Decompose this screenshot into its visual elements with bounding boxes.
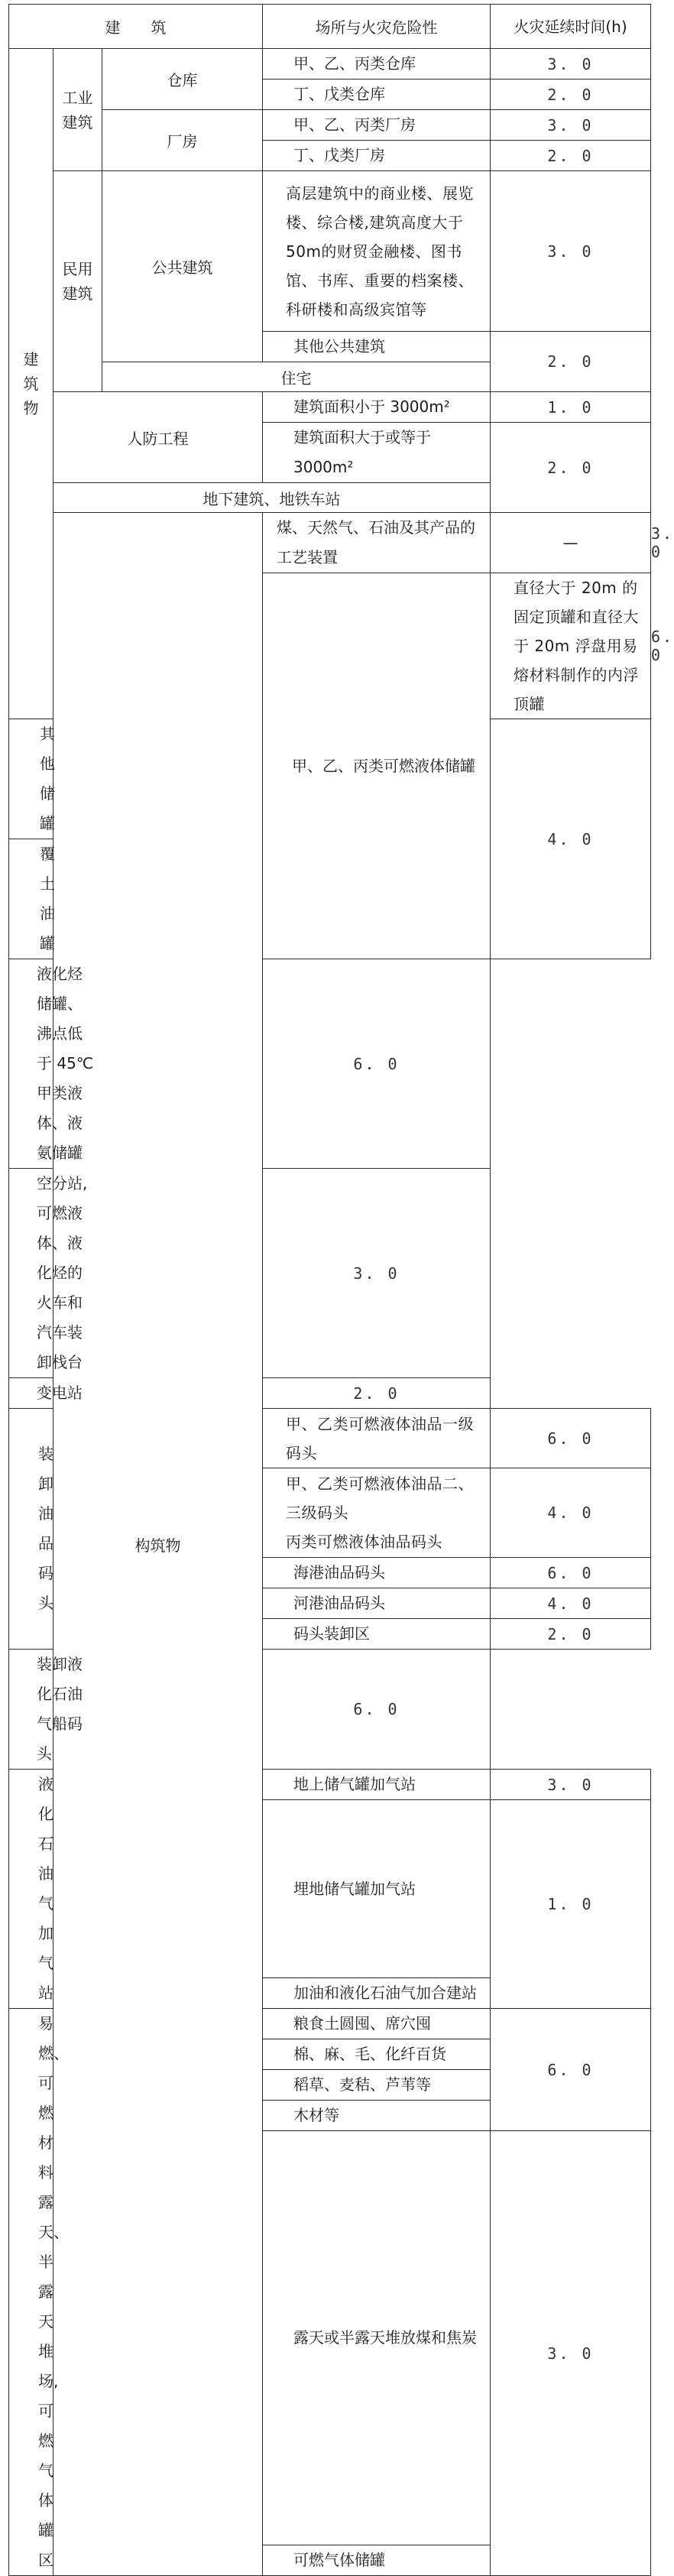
- duration-value: 6. 0: [263, 1650, 491, 1770]
- duration-value: 3. 0: [263, 1169, 491, 1378]
- hazard-cell: 河港油品码头: [263, 1588, 491, 1619]
- hazard-cell: 码头装卸区: [263, 1619, 491, 1650]
- hazard-cell: 丁、戊类厂房: [263, 141, 491, 171]
- lpg-ship-label: 装卸液化石油气船码头: [9, 1650, 102, 1770]
- duration-value: 3. 0: [491, 171, 651, 332]
- hazard-cell: 直径大于 20m 的固定顶罐和直径大于 20m 浮盘用易熔材料制作的内浮顶罐: [491, 573, 651, 719]
- table-row: [9, 392, 651, 423]
- hazard-cell: 加油和液化石油气加合建站: [263, 1978, 491, 2009]
- buildings-label: 建筑物: [9, 49, 53, 719]
- duration-value: 1. 0: [491, 1800, 651, 2009]
- substation-label: 变电站: [9, 1378, 102, 1409]
- coal-gas-label: 煤、天然气、石油及其产品的工艺装置: [263, 513, 491, 573]
- duration-value: 2. 0: [491, 423, 651, 513]
- civil-defense-label: 人防工程: [53, 392, 263, 483]
- plant-label: 厂房: [102, 110, 263, 171]
- hazard-cell: 埋地储气罐加气站: [263, 1800, 491, 1978]
- hazard-cell: 覆土油罐: [9, 839, 53, 959]
- oil-wharf-label: 装卸油品码头: [9, 1409, 53, 1650]
- header-building: 建 筑: [9, 5, 263, 49]
- public-building-label: 公共建筑: [102, 171, 263, 362]
- header-duration: 火灾延续时间(h): [491, 5, 651, 49]
- hazard-cell: 其他公共建筑: [263, 332, 491, 362]
- air-separation-label: 空分站,可燃液体、液化烃的火车和汽车装卸栈台: [9, 1169, 102, 1378]
- hazard-cell: 棉、麻、毛、化纤百货: [263, 2039, 491, 2070]
- duration-value: 4. 0: [491, 719, 651, 959]
- hazard-line: 丙类可燃液体油品码头: [286, 1533, 442, 1551]
- underground-label: 地下建筑、地铁车站: [53, 483, 491, 513]
- fire-duration-table: [8, 4, 674, 2576]
- hazard-cell: 木材等: [263, 2101, 491, 2131]
- hazard-cell: —: [491, 513, 651, 573]
- hazard-cell: 地上储气罐加气站: [263, 1770, 491, 1800]
- hazard-cell: 其他储罐: [9, 719, 53, 839]
- open-storage-label: 易燃、可燃材料露天、半露天堆场,可燃气体罐区: [9, 2009, 53, 2576]
- duration-value: 4. 0: [491, 1588, 651, 1619]
- duration-value: 4. 0: [491, 1468, 651, 1558]
- duration-value: 2. 0: [491, 79, 651, 110]
- duration-value: 6. 0: [263, 959, 491, 1169]
- industrial-label: 工业建筑: [53, 49, 102, 171]
- table-row: 甲、乙、丙类可燃液体储罐 直径大于 20m 的固定顶罐和直径大于 20m 浮盘用易熔材料制作的内浮顶罐 6. 0: [9, 573, 651, 719]
- hazard-cell: 建筑面积大于或等于 3000m²: [263, 423, 491, 483]
- duration-value: 3. 0: [491, 110, 651, 141]
- duration-value: 3. 0: [491, 49, 651, 79]
- structures-label: 构筑物: [53, 513, 263, 2576]
- warehouse-label: 仓库: [102, 49, 263, 110]
- tank-label: 甲、乙、丙类可燃液体储罐: [263, 573, 491, 959]
- hazard-cell: 稻草、麦秸、芦苇等: [263, 2070, 491, 2101]
- duration-value: 1. 0: [491, 392, 651, 423]
- residence-label: 住宅: [102, 362, 491, 392]
- civil-label: 民用建筑: [53, 171, 102, 392]
- duration-value: 3. 0: [491, 2131, 651, 2576]
- duration-value: 3. 0: [491, 1770, 651, 1800]
- duration-value: 2. 0: [491, 1619, 651, 1650]
- hazard-line: 甲、乙类可燃液体油品二、三级码头: [286, 1475, 474, 1522]
- table-row: [9, 171, 651, 332]
- header-hazard: 场所与火灾危险性: [263, 5, 491, 49]
- duration-value: 6. 0: [491, 1409, 651, 1468]
- hazard-cell: 建筑面积小于 3000m²: [263, 392, 491, 423]
- hazard-cell: 甲、乙类可燃液体油品一级码头: [263, 1409, 491, 1468]
- hazard-cell: 粮食土圆囤、席穴囤: [263, 2009, 491, 2039]
- duration-value: 2. 0: [263, 1378, 491, 1409]
- lpg-tank-label: 液化烃储罐、沸点低于 45℃ 甲类液体、液氨储罐: [9, 959, 102, 1169]
- duration-value: 6. 0: [491, 1558, 651, 1588]
- hazard-cell: 海港油品码头: [263, 1558, 491, 1588]
- hazard-cell: 高层建筑中的商业楼、展览楼、综合楼,建筑高度大于50m的财贸金融楼、图书馆、书库、重要的档案楼、科研楼和高级宾馆等: [263, 171, 491, 332]
- hazard-cell: 可燃气体储罐: [263, 2545, 491, 2576]
- hazard-cell: 露天或半露天堆放煤和焦炭: [263, 2131, 491, 2545]
- duration-value: 2. 0: [491, 141, 651, 171]
- table-row: [9, 49, 651, 79]
- hazard-cell: 甲、乙、丙类厂房: [263, 110, 491, 141]
- header-row: [9, 5, 651, 49]
- duration-value: 2. 0: [491, 332, 651, 392]
- hazard-cell: 甲、乙、丙类仓库: [263, 49, 491, 79]
- lpg-station-label: 液化石油气加气站: [9, 1770, 53, 2009]
- hazard-cell: 丁、戊类仓库: [263, 79, 491, 110]
- table-row: 构筑物 煤、天然气、石油及其产品的工艺装置 — 3. 0: [9, 513, 651, 573]
- duration-value: 6. 0: [491, 2009, 651, 2131]
- hazard-cell: [263, 1468, 491, 1558]
- table-row: [9, 110, 651, 141]
